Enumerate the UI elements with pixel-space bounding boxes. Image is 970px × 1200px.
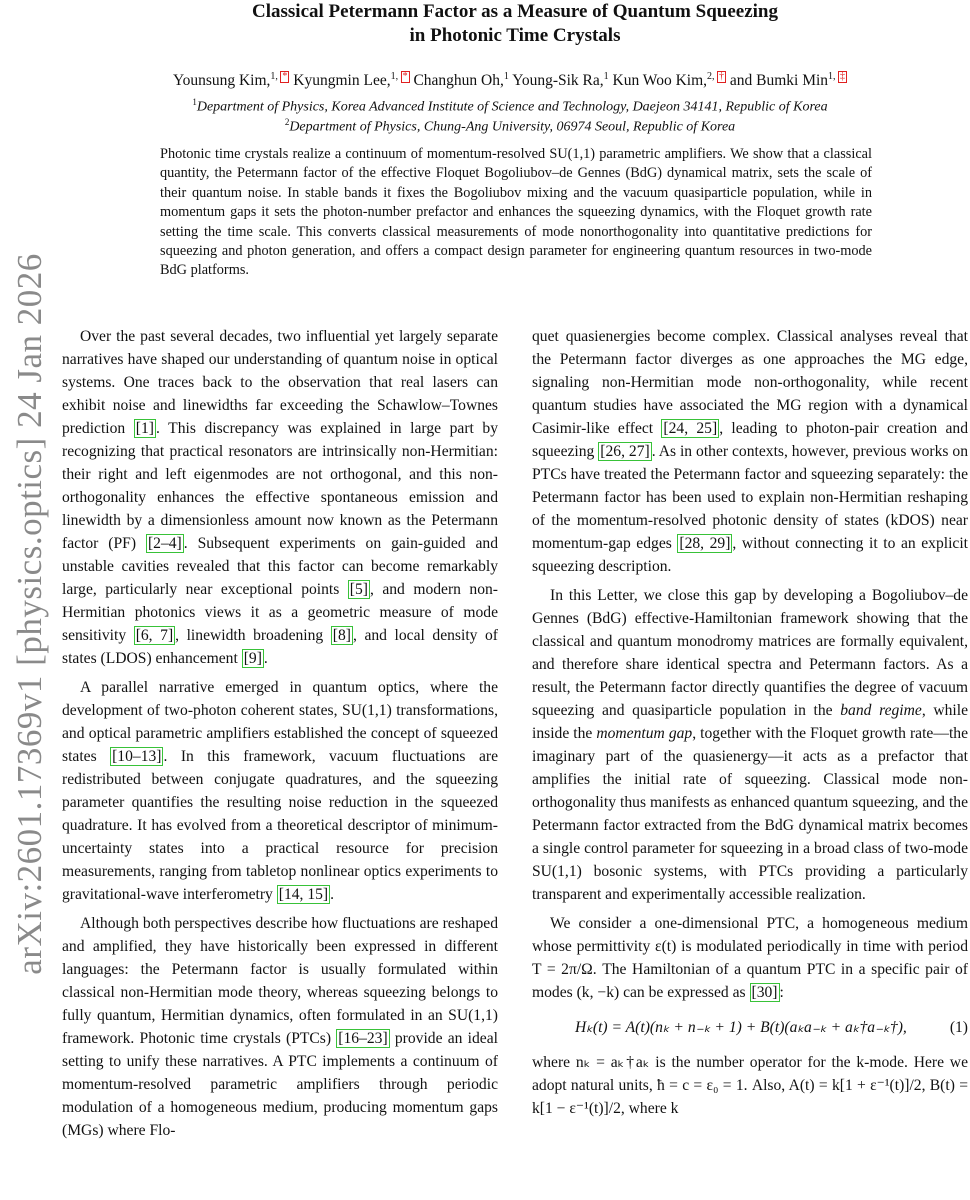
text-run: . As in other contexts, however, previous works on PTCs have treated the Petermann factor and squeezing separately: the Petermann factor has been used to explain non-Hermitian reshaping of the momentum-resolved photonic density of states (kDOS) near momentum-gap edges — [532, 443, 968, 552]
text-run: Although both perspectives describe how fluctuations are reshaped and amplified, they have historically been expressed in different languages: the Petermann factor is usually formulated within classical non-Hermitian mode theory, whereas squeezing belongs to fully quantum, Hermitian dynamics, often formulated in an SU(1,1) framework. Photonic time crystals (PTCs) — [62, 915, 498, 1047]
paragraph-intro — [62, 325, 498, 670]
paper-title — [120, 0, 910, 48]
text-run: provide an ideal setting to unify these narratives. A PTC implements a continuum of momentum-resolved parametric amplifiers through periodic modulation of a homogeneous medium, producing momentum gaps (MGs) where Flo- — [62, 1030, 498, 1139]
text-run: . — [330, 886, 335, 903]
author-affil-sup: 2, — [707, 71, 717, 82]
footnote-mark-link[interactable]: ‡ — [840, 71, 846, 82]
citation-link[interactable]: [10–13] — [112, 748, 162, 765]
text-run: where nₖ = aₖ†aₖ is the number operator for the k-mode. Here we adopt natural units, ħ = c = ε₀ = 1. Also, A(t) = k[1 + ε⁻¹(t)]/2, B(t) = k[1 − ε⁻¹(t)]/2, where k — [532, 1054, 968, 1117]
text-run: , and modern non-Hermitian photonics views it as a geometric measure of mode sensitivity — [62, 581, 498, 644]
author-affil-sup: 1 — [603, 71, 609, 82]
affiliation-2 — [60, 112, 960, 138]
paragraph-continued — [532, 325, 968, 578]
text-run: . — [263, 650, 268, 667]
text-run: Over the past several decades, two influential yet largely separate narratives have shaped our understanding of quantum noise in optical systems. One traces back to the observation that real lasers can exhibit noise and linewidths far exceeding the Schawlow–Townes prediction — [62, 328, 498, 437]
text-run: . Subsequent experiments on gain-guided and unstable cavities revealed that this factor can become remarkably large, particularly near exceptional points — [62, 535, 498, 598]
citation-link[interactable]: [2–4] — [147, 535, 182, 552]
citation-link[interactable]: [28, 29] — [679, 535, 731, 552]
emphasis-text: momentum gap — [596, 725, 693, 742]
left-column — [62, 325, 498, 1148]
title-line-2: in Photonic Time Crystals — [409, 25, 621, 46]
author-name: Young-Sik Ra, — [508, 72, 604, 90]
text-run: We consider a one-dimensional PTC, a homogeneous medium whose permittivity ε(t) is modulated periodically in time with period T = 2π/Ω. The Hamiltonian of a quantum PTC in a specific pair of modes (k, −k) can be expressed as — [532, 915, 968, 1001]
author-name: Younsung Kim, — [172, 72, 271, 90]
paragraph-ptc — [62, 912, 498, 1142]
title-line-1: Classical Petermann Factor as a Measure of Quantum Squeezing — [252, 1, 778, 22]
text-run: . In this framework, vacuum fluctuations are redistributed between conjugate quadratures, and the squeezing parameter quantifies the resulting noise reduction in the squeezed quadrature. It has evolved from a theoretical descriptor of minimum-uncertainty states into a practical resource for precision measurements, ranging from tabletop nonlinear optics experiments to gravitational-wave interferometry — [62, 748, 498, 903]
citation-link[interactable]: [6, 7] — [135, 627, 174, 644]
abstract: Photonic time crystals realize a continuum of momentum-resolved SU(1,1) parametric amplifiers. We show that a classical quantity, the Petermann factor of the effective Floquet Bogoliubov–de Gennes (BdG) dynamical matrix, sets the scale of their quantum noise. In stable bands it fixes the Bogoliubov mixing and the vacuum quasiparticle population, while in momentum gaps it sets the photon-number prefactor and enhances the squeezing dynamics, with the Floquet growth rate setting the time scale. This converts classical measurements of mode nonorthogonality into quantitative predictions for squeezing and photon generation, and offers a compact design parameter for engineering quantum resources in two-mode BdG platforms. — [160, 146, 872, 279]
citation-link[interactable]: [1] — [135, 420, 154, 437]
citation-link[interactable]: [14, 15] — [278, 886, 329, 903]
footnote-mark-link[interactable]: * — [282, 71, 288, 82]
text-run: . This discrepancy was explained in large part by recognizing that practical resonators are intrinsically non-Hermitian: their right and left eigenmodes are not orthogonal, and this non-orthogonality enhances the effective spontaneous emission and linewidth by a dimensionless amount now known as the Petermann factor (PF) — [62, 420, 498, 552]
text-run: quet quasienergies become complex. Classical analyses reveal that the Petermann factor diverges as one approaches the MG edge, signaling non-Hermitian mode non-orthogonality, while recent quantum studies have associated the MG region with a dynamical Casimir-like effect — [532, 328, 968, 437]
author-list — [70, 66, 950, 92]
citation-link[interactable]: [9] — [243, 650, 262, 667]
paragraph-definitions — [532, 1051, 968, 1120]
citation-link[interactable]: [16–23] — [338, 1030, 388, 1047]
text-run: In this Letter, we close this gap by developing a Bogoliubov–de Gennes (BdG) effective-Hamiltonian framework showing that the classical and quantum monodromy matrices are formally equivalent, and therefore share identical spectra and Petermann factors. As a result, the Petermann factor directly quantifies the degree of vacuum squeezing and quasiparticle population in the — [532, 587, 968, 719]
footnote-mark-link[interactable]: * — [402, 71, 408, 82]
emphasis-text: band regime — [840, 702, 922, 719]
author-affil-sup: 1 — [503, 71, 509, 82]
affiliation-text: Department of Physics, Korea Advanced Institute of Science and Technology, Daejeon 34141, Republic of Korea — [196, 99, 828, 115]
author-affil-sup: 1, — [270, 71, 281, 82]
footnote-mark-link[interactable]: † — [719, 71, 724, 82]
paragraph-squeezing — [62, 676, 498, 906]
right-column — [532, 325, 968, 1126]
citation-link[interactable]: [26, 27] — [600, 443, 650, 460]
paragraph-model — [532, 912, 968, 1004]
equation-1 — [532, 1016, 968, 1039]
paragraph-this-letter — [532, 584, 968, 906]
author-name: Kun Woo Kim, — [608, 72, 707, 90]
text-run: , while inside the — [532, 702, 968, 742]
text-run: A parallel narrative emerged in quantum optics, where the development of two-photon coherent states, SU(1,1) transformations, and optical parametric amplifiers established the concept of squeezed states — [62, 679, 498, 765]
text-run: , leading to photon-pair creation and squeezing — [532, 420, 969, 460]
citation-link[interactable]: [5] — [349, 581, 368, 598]
affiliation-text: Department of Physics, Chung-Ang University, 06974 Seoul, Republic of Korea — [289, 119, 736, 135]
text-run: , and local density of states (LDOS) enhancement — [62, 627, 498, 667]
arxiv-side-stamp — [6, 228, 54, 1000]
affiliation-number: 2 — [284, 117, 290, 127]
affiliation-number: 1 — [192, 97, 197, 107]
author-affil-sup: 1, — [390, 71, 401, 82]
text-run: , together with the Floquet growth rate—the imaginary part of the quasienergy—it acts as a prefactor that amplifies the initial rate of squeezing. Classical mode non-orthogonality thus manifests as enhanced quantum squeezing, and the Petermann factor extracted from the BdG dynamical matrix becomes a single control parameter for squeezing in a broad class of two-mode SU(1,1) bosonic systems, with PTCs providing a particularly transparent and experimentally accessible realization. — [532, 725, 968, 903]
equation-body: Hₖ(t) = A(t)(nₖ + n₋ₖ + 1) + B(t)(aₖa₋ₖ + aₖ†a₋ₖ†), — [575, 1019, 907, 1036]
text-run: , without connecting it to an explicit squeezing description. — [532, 535, 968, 575]
citation-link[interactable]: [8] — [332, 627, 351, 644]
author-name: and Bumki Min — [726, 72, 829, 90]
equation-number: (1) — [949, 1019, 968, 1036]
author-affil-sup: 1, — [828, 71, 839, 82]
arxiv-identifier: arXiv:2601.17369v1 [physics.optics] 24 Jan 2026 — [10, 253, 49, 975]
text-run: : — [779, 984, 784, 1001]
citation-link[interactable]: [30] — [751, 984, 778, 1001]
text-run: , linewidth broadening — [175, 627, 331, 644]
author-name: Kyungmin Lee, — [289, 72, 391, 90]
citation-link[interactable]: [24, 25] — [663, 420, 718, 437]
author-name: Changhun Oh, — [409, 72, 504, 90]
